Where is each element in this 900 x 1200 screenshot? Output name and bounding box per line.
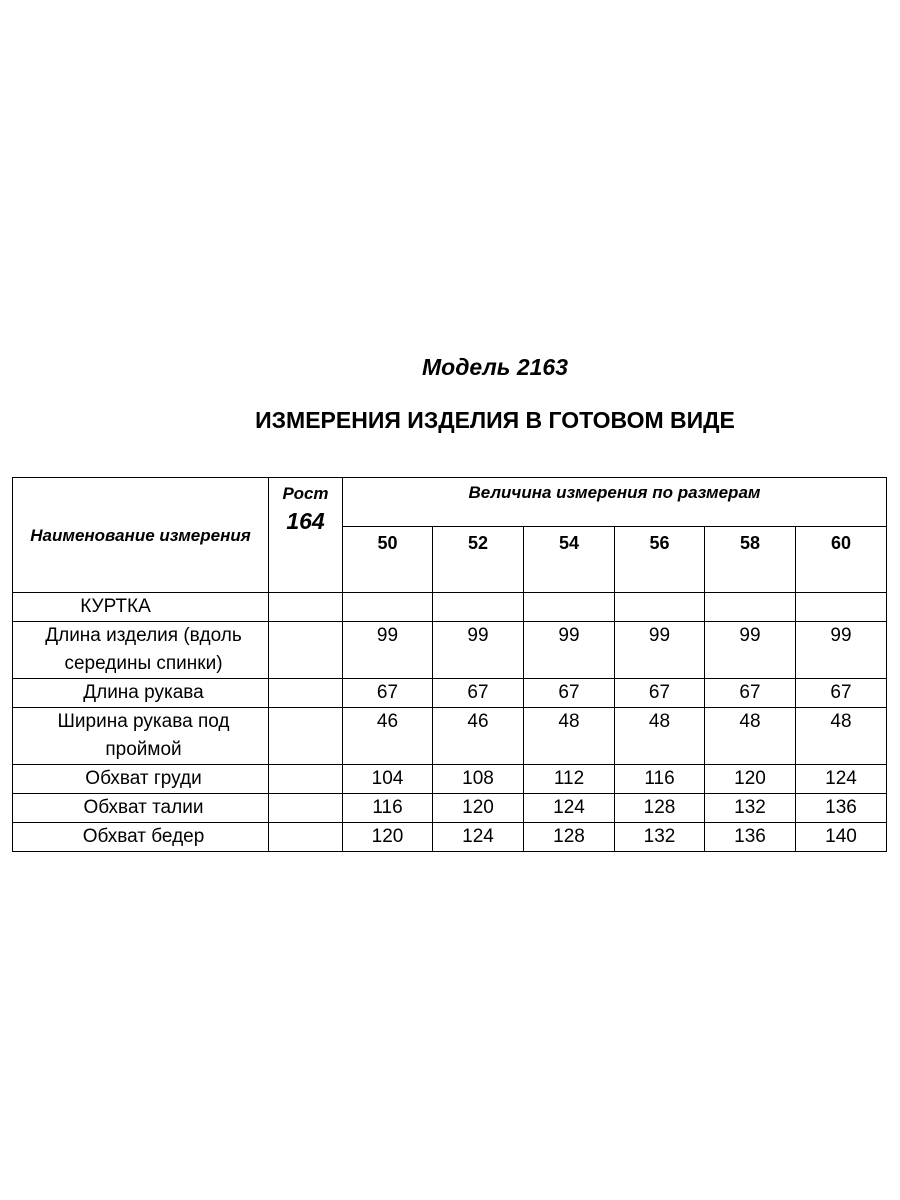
model-title: Модель 2163 [421,354,569,380]
document-title: ИЗМЕРЕНИЯ ИЗДЕЛИЯ В ГОТОВОМ ВИДЕ [255,407,735,433]
value-cell: 46 [343,708,433,765]
table-row [13,823,887,852]
value-cell: 140 [796,823,887,852]
size-header: 60 [796,527,887,593]
measurement-name: Обхват бедер [13,823,269,852]
value-cell: 48 [615,708,705,765]
height-cell [269,679,343,708]
value-cell: 120 [343,823,433,852]
height-cell [269,823,343,852]
value-cell: 116 [615,765,705,794]
value-cell: 124 [524,794,615,823]
measurement-name: Длина рукава [13,679,269,708]
empty-cell [796,593,887,622]
value-cell: 99 [524,622,615,679]
value-cell: 99 [705,622,796,679]
value-cell: 124 [796,765,887,794]
empty-cell [433,593,524,622]
height-header-value: 164 [286,508,325,534]
section-row [13,593,887,622]
empty-cell [615,593,705,622]
height-cell [269,622,343,679]
sizes-group-header: Величина измерения по размерам [343,478,887,527]
height-cell [269,708,343,765]
value-cell: 120 [433,794,524,823]
value-cell: 108 [433,765,524,794]
value-cell: 67 [433,679,524,708]
value-cell: 132 [615,823,705,852]
size-header: 54 [524,527,615,593]
value-cell: 104 [343,765,433,794]
size-header: 52 [433,527,524,593]
value-cell: 67 [615,679,705,708]
measurement-name: Ширина рукава под проймой [13,708,269,765]
value-cell: 136 [705,823,796,852]
value-cell: 48 [796,708,887,765]
value-cell: 120 [705,765,796,794]
value-cell: 136 [796,794,887,823]
empty-cell [705,593,796,622]
value-cell: 99 [796,622,887,679]
height-cell [269,794,343,823]
measurements-table [12,477,887,852]
value-cell: 128 [524,823,615,852]
value-cell: 99 [343,622,433,679]
value-cell: 67 [343,679,433,708]
empty-cell [343,593,433,622]
value-cell: 132 [705,794,796,823]
value-cell: 48 [524,708,615,765]
value-cell: 116 [343,794,433,823]
measurement-name: Длина изделия (вдоль середины спинки) [13,622,269,679]
value-cell: 67 [796,679,887,708]
value-cell: 46 [433,708,524,765]
size-header: 56 [615,527,705,593]
value-cell: 99 [433,622,524,679]
empty-cell [269,593,343,622]
section-label: КУРТКА [13,593,269,622]
value-cell: 112 [524,765,615,794]
table-header-row [13,478,887,527]
height-header-label: Рост [282,484,329,503]
table-row [13,708,887,765]
value-cell: 48 [705,708,796,765]
empty-cell [524,593,615,622]
table-row [13,622,887,679]
value-cell: 124 [433,823,524,852]
value-cell: 67 [524,679,615,708]
value-cell: 99 [615,622,705,679]
measurement-name-header: Наименование измерения [13,478,269,593]
measurement-name: Обхват груди [13,765,269,794]
value-cell: 67 [705,679,796,708]
height-header [269,478,343,593]
table-row [13,679,887,708]
size-header: 50 [343,527,433,593]
table-row [13,794,887,823]
value-cell: 128 [615,794,705,823]
size-header: 58 [705,527,796,593]
measurement-name: Обхват талии [13,794,269,823]
table-row [13,765,887,794]
height-cell [269,765,343,794]
